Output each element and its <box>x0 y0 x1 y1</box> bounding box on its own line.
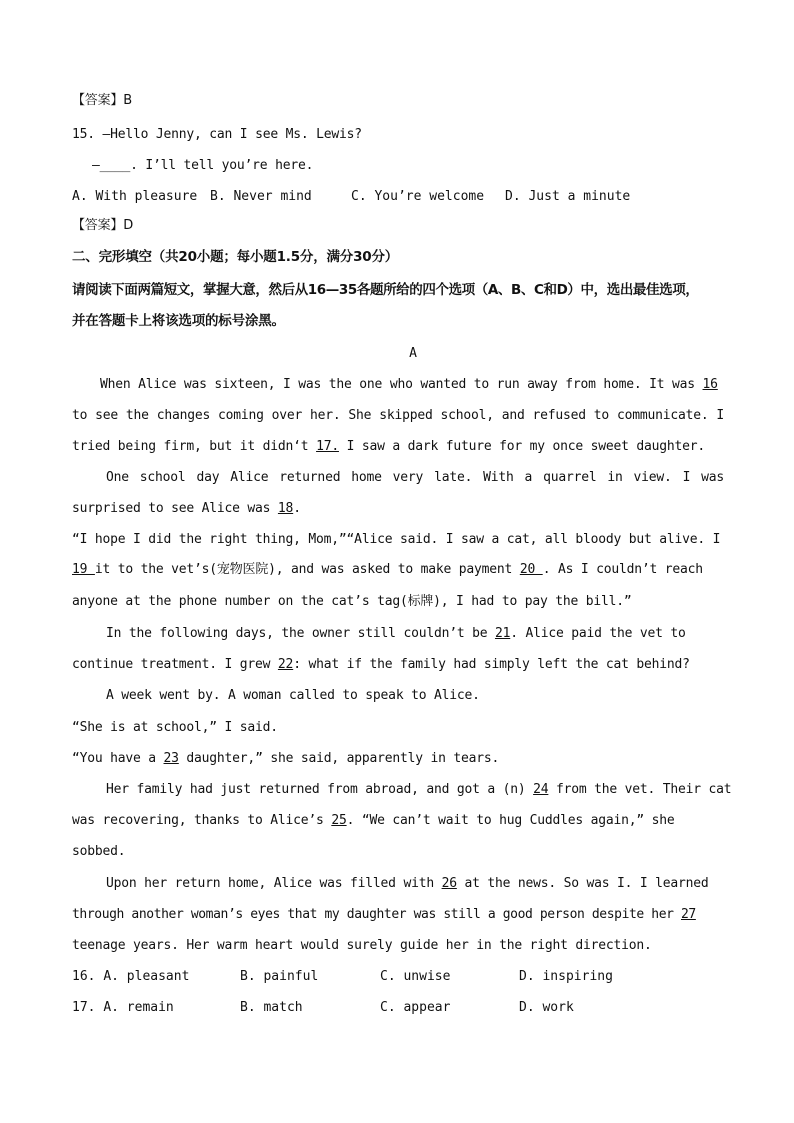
q15-blank: ____ <box>99 158 131 173</box>
p2-line-2 <box>72 499 724 519</box>
p9-text-a: Upon her return home, Alice was filled with <box>106 876 442 891</box>
p8-line-1 <box>106 780 732 800</box>
p4-text-a: In the following days, the owner still couldn’t be <box>106 626 495 641</box>
blank-22: 22 <box>277 657 294 672</box>
blank-25: 25 <box>331 813 347 828</box>
q15-option-a: A. With pleasure <box>72 189 198 204</box>
p6-line: “She is at school,” I said. <box>72 720 278 735</box>
q15-option-c: C. You’re welcome <box>351 189 485 204</box>
p4-text-d: : what if the family had simply left the cat behind? <box>293 657 690 672</box>
p9-text-b: at the news. So was I. I learned <box>456 876 709 891</box>
p5-line: A week went by. A woman called to speak to Alice. <box>106 688 480 703</box>
blank-21: 21 <box>494 626 511 641</box>
p8-text-b: from the vet. Their cat <box>548 782 732 797</box>
p8-text-d: . “We can’t wait to hug Cuddles again,” she <box>346 813 675 828</box>
p2-line-1: One school day Alice returned home very late. With a quarrel in view. I was <box>106 470 724 485</box>
q17-number: 17. <box>72 1000 96 1015</box>
p9-line-1 <box>106 874 724 894</box>
blank-27: 27 <box>681 907 696 922</box>
p3-text-a: it to the vet’s(宠物医院), and was asked to make payment <box>94 562 520 577</box>
passage-label: A <box>409 346 417 361</box>
p8-text-a: Her family had just returned from abroad, and got a (n) <box>106 782 534 797</box>
p1-text-a: When Alice was sixteen, I was the one who wanted to run away from home. It was <box>100 377 703 392</box>
q16-option-c: C. unwise <box>380 969 451 984</box>
p3-line-1: “I hope I did the right thing, Mom,”“Alice said. I saw a cat, all bloody but alive. I <box>72 532 721 547</box>
blank-18: 18 <box>277 501 294 516</box>
q15-option-d: D. Just a minute <box>505 189 631 204</box>
q16-option-b: B. painful <box>240 969 319 984</box>
q17-option-b: B. match <box>240 1000 303 1015</box>
blank-17: 17. <box>316 439 339 454</box>
q15-reply <box>92 156 744 176</box>
section-instruction-1: 请阅读下面两篇短文，掌握大意，然后从16—35各题所给的四个选项（A、B、C和D）中，选出最佳选项， <box>72 282 699 298</box>
p1-text-c: I saw a dark future for my once sweet daughter. <box>338 439 706 454</box>
p4-line-1 <box>106 624 724 644</box>
p7-text-a: “You have a <box>72 751 164 766</box>
p7-text-b: daughter,” she said, apparently in tears. <box>178 751 500 766</box>
blank-24: 24 <box>533 782 549 797</box>
p1-line-1 <box>100 375 724 395</box>
p9-line-2 <box>72 905 724 925</box>
q17-row <box>72 998 174 1018</box>
p4-text-b: . Alice paid the vet to <box>510 626 686 641</box>
q17-option-d: D. work <box>519 1000 574 1015</box>
blank-19: 19 <box>72 562 95 577</box>
blank-16: 16 <box>702 377 718 392</box>
p1-text-b: tried being firm, but it didn‘t <box>72 439 317 454</box>
p3-text-b: . As I couldn’t reach <box>542 562 703 577</box>
p3-line-3: anyone at the phone number on the cat’s tag(标牌), I had to pay the bill.” <box>72 594 632 609</box>
p2-text-b: . <box>293 501 301 516</box>
p8-text-c: was recovering, thanks to Alice’s <box>72 813 332 828</box>
q16-number: 16. <box>72 969 96 984</box>
q16-option-d: D. inspiring <box>519 969 613 984</box>
q17-option-c: C. appear <box>380 1000 451 1015</box>
q15-stem-text: —Hello Jenny, can I see Ms. Lewis? <box>102 127 362 142</box>
p7-line <box>72 749 724 769</box>
p4-text-c: continue treatment. I grew <box>72 657 278 672</box>
section-heading: 二、完形填空（共20小题；每小题1.5分，满分30分） <box>72 249 399 265</box>
blank-20: 20 <box>519 562 543 577</box>
p1-line-2: to see the changes coming over her. She skipped school, and refused to communicate. I <box>72 408 724 423</box>
p4-line-2 <box>72 655 724 675</box>
section-instruction-2: 并在答题卡上将该选项的标号涂黑。 <box>72 313 285 329</box>
blank-26: 26 <box>441 876 457 891</box>
q15-reply-dash: — <box>92 158 100 173</box>
p8-line-2 <box>72 811 724 831</box>
q15-number: 15. <box>72 127 95 142</box>
q16-row <box>72 967 189 987</box>
q15-answer: 【答案】D <box>72 218 134 233</box>
p8-line-3: sobbed. <box>72 844 126 859</box>
q15-option-b: B. Never mind <box>210 189 312 204</box>
p9-line-3: teenage years. Her warm heart would surely guide her in the right direction. <box>72 938 652 953</box>
blank-23: 23 <box>163 751 179 766</box>
p2-text-a: surprised to see Alice was <box>72 501 278 516</box>
q15-stem <box>72 125 724 145</box>
p3-line-2 <box>72 560 724 580</box>
q17-option-a: A. remain <box>103 1000 174 1015</box>
q16-option-a: A. pleasant <box>103 969 190 984</box>
p9-text-c: through another woman’s eyes that my daughter was still a good person despite her <box>72 907 681 922</box>
p1-line-3 <box>72 437 724 457</box>
q15-reply-rest: . I’ll tell you’re here. <box>130 158 314 173</box>
q14-answer: 【答案】B <box>72 93 132 108</box>
